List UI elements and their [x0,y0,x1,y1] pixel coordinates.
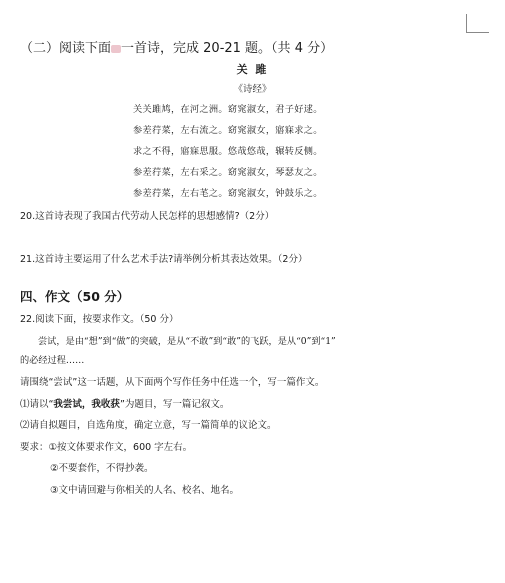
poem-title: 关 雎 [236,63,269,76]
writing-instruction: 请围绕“尝试”这一话题，从下面两个写作任务中任选一个，写一篇作文。 [20,377,325,388]
question-20: 20.这首诗表现了我国古代劳动人民怎样的思想感情?（2分） [20,211,275,222]
writing-task-1-pre: ⑴请以“ [20,399,54,410]
writing-task-1-post: ”为题目，写一篇记叙文。 [119,399,230,410]
requirement-1: ①按文体要求作文，600 字左右。 [48,442,193,453]
section-4-heading: 四、作文（50 分） [20,289,130,304]
writing-task-2: ⑵请自拟题目，自选角度，确定立意，写一篇简单的议论文。 [20,420,277,431]
poem-line: 参差荇菜，左右流之。窈窕淑女，寤寐求之。 [133,125,323,136]
poem-line: 求之不得，寤寐思服。悠哉悠哉，辗转反侧。 [133,146,323,157]
requirement-2: ②不要套作，不得抄袭。 [50,463,154,474]
poem-line: 参差荇菜，左右芼之。窈窕淑女，钟鼓乐之。 [133,188,323,199]
passage-line-1: 尝试，是由“想”到“做”的突破，是从“不敢”到“敢”的飞跃，是从“0”到“1” [38,336,336,347]
requirement-3: ③文中请回避与你相关的人名、校名、地名。 [50,485,240,496]
question-22: 22.阅读下面，按要求作文。（50 分） [20,314,179,325]
writing-task-1 [20,396,229,410]
passage-line-2: 的必经过程…… [20,355,85,366]
watermark-glyph [111,45,121,53]
writing-task-1-title: 我尝试，我收获 [53,399,120,410]
poem-source: 《诗经》 [233,84,272,95]
requirements-label: 要求： [20,442,49,453]
requirements [20,439,192,453]
poem-line: 参差荇菜，左右采之。窈窕淑女，琴瑟友之。 [133,167,323,178]
section-2-heading [20,37,333,56]
question-21: 21.这首诗主要运用了什么艺术手法?请举例分析其表达效果。（2分） [20,254,308,265]
page-corner-mark [466,14,489,33]
section-2-heading-prefix: （二）阅读下面 [20,41,112,56]
section-2-heading-suffix: 一首诗，完成 20-21 题。（共 4 分） [121,41,334,56]
poem-line: 关关雎鸠，在河之洲。窈窕淑女，君子好逑。 [133,104,323,115]
